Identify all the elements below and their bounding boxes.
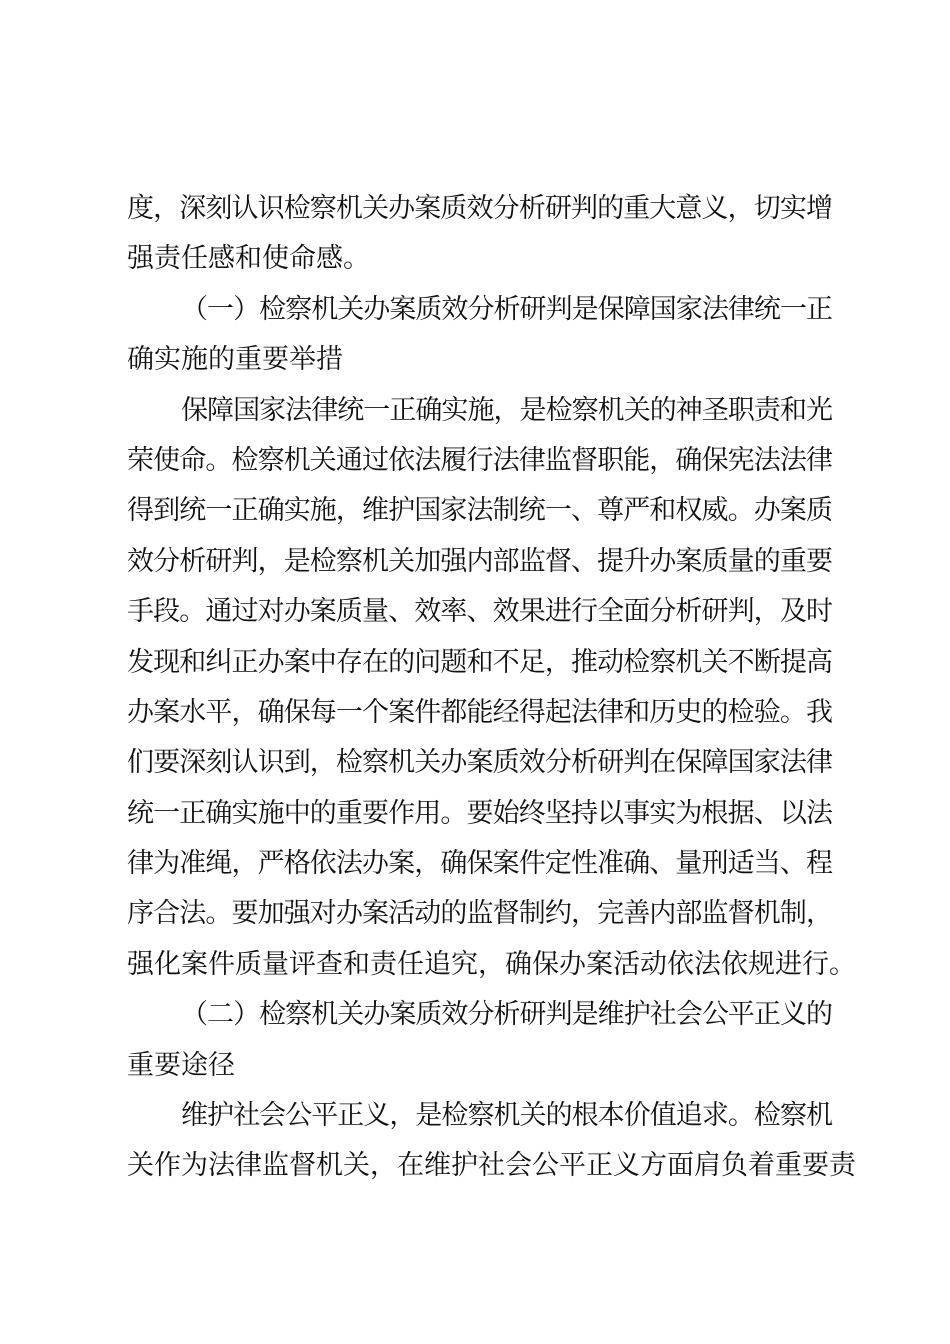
text-line: 荣使命。检察机关通过依法履行法律监督职能，确保宪法法律 (127, 444, 833, 476)
text-line: 序合法。要加强对办案活动的监督制约，完善内部监督机制， (127, 898, 833, 930)
text-line: 们要深刻认识到，检察机关办案质效分析研判在保障国家法律 (127, 747, 833, 779)
section-heading: （二）检察机关办案质效分析研判是维护社会公平正义的 (181, 999, 833, 1031)
text-line: 发现和纠正办案中存在的问题和不足，推动检察机关不断提高 (127, 646, 833, 678)
section-heading: 重要途径 (127, 1049, 235, 1081)
section-heading: 确实施的重要举措 (127, 344, 343, 376)
text-line: 强责任感和使命感。 (127, 243, 370, 275)
text-line: 得到统一正确实施，维护国家法制统一、尊严和权威。办案质 (127, 495, 833, 527)
text-line: 律为准绳，严格依法办案，确保案件定性准确、量刑适当、程 (127, 848, 833, 880)
section-heading: （一）检察机关办案质效分析研判是保障国家法律统一正 (181, 293, 833, 325)
paragraph-start: 维护社会公平正义，是检察机关的根本价值追求。检察机 (181, 1100, 833, 1132)
paragraph-start: 保障国家法律统一正确实施，是检察机关的神圣职责和光 (181, 394, 833, 426)
text-line: 关作为法律监督机关，在维护社会公平正义方面肩负着重要责 (127, 1150, 856, 1182)
text-line: 办案水平，确保每一个案件都能经得起法律和历史的检验。我 (127, 696, 833, 728)
body-text (127, 184, 856, 1192)
text-line: 强化案件质量评查和责任追究，确保办案活动依法依规进行。 (127, 948, 856, 980)
text-line: 度，深刻认识检察机关办案质效分析研判的重大意义，切实增 (127, 193, 833, 224)
text-line: 手段。通过对办案质量、效率、效果进行全面分析研判，及时 (127, 596, 833, 628)
text-line: 效分析研判，是检察机关加强内部监督、提升办案质量的重要 (127, 545, 833, 577)
text-line: 统一正确实施中的重要作用。要始终坚持以事实为根据、以法 (127, 797, 833, 829)
